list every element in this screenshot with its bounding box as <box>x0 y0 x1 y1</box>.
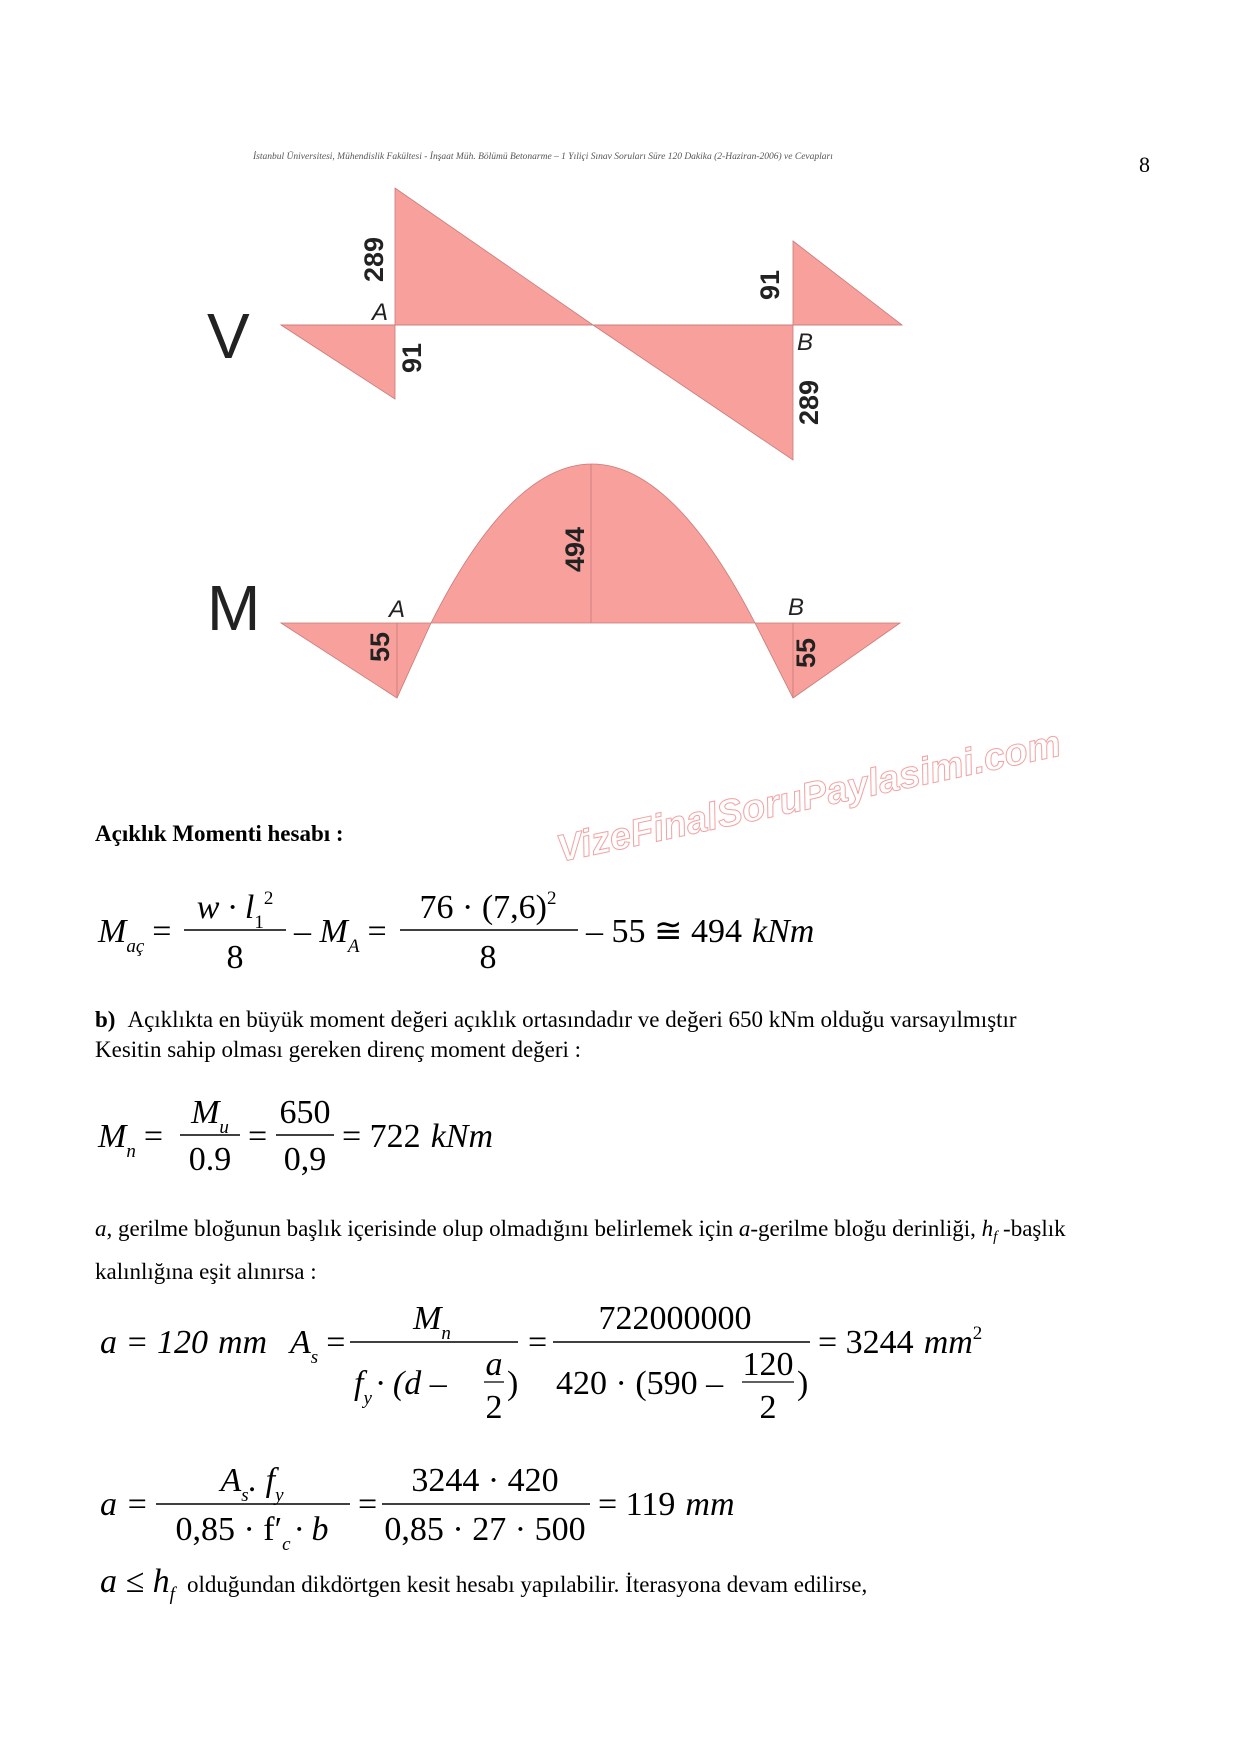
eq3-num2: 722000000 <box>598 1300 752 1337</box>
eq2-den: 0.9 <box>188 1141 232 1178</box>
conclusion-text: olduğundan dikdörtgen kesit hesabı yapılabilir. İterasyona devam edilirse, <box>186 1572 868 1597</box>
eq3-den-frac-den: 2 <box>485 1389 503 1426</box>
eq3-den-close-paren: ) <box>507 1365 519 1402</box>
moment-right-negative <box>755 623 900 698</box>
shear-point-a: A <box>372 299 389 326</box>
eq1-den: 8 <box>226 939 244 976</box>
para-a-line1: a, gerilme bloğunun başlık içerisinde olup olmadığını belirlemek için a-gerilme bloğu derinliği, $h_f$ -başlık <box>95 1216 1066 1245</box>
shear-value-b-left: 289 <box>794 379 824 425</box>
conclusion-line <box>100 1563 867 1605</box>
eq1-minus-run: – $M_A$ = <box>294 913 387 957</box>
eq2-den2: 0,9 <box>283 1141 327 1178</box>
conclusion-math-sub: f <box>169 1584 175 1605</box>
eq3-a-def-run: a = 120 mm <box>100 1324 268 1361</box>
moment-value-b: 55 <box>791 637 821 668</box>
eq2-num2: 650 <box>279 1094 331 1131</box>
eq3-equals: = <box>528 1324 548 1361</box>
part-b-line1: b) Açıklıkta en büyük moment değeri açıklık ortasındadır ve değeri 650 kNm olduğu varsayılmıştır <box>95 1007 1017 1032</box>
shear-label: V <box>207 300 250 372</box>
eq3-den2-frac-den: 2 <box>759 1389 777 1426</box>
eq3-lhs-run: $A_s$ = <box>290 1324 346 1368</box>
eq2-equals: = <box>248 1118 268 1155</box>
eq4-den: $0,85 \cdot f'_c \cdot b$ <box>175 1511 329 1555</box>
eq1-result-run: – 55 ≅ 494 kNm <box>586 913 815 950</box>
eq4-num2: 3244 · 420 <box>411 1462 559 1499</box>
eq3-den-frac-num: a <box>485 1346 503 1383</box>
eq4-den2: 0,85 · 27 · 500 <box>384 1511 586 1548</box>
eq3-num: $M_n$ <box>413 1300 451 1344</box>
equation-span-moment <box>97 888 814 976</box>
eq3-result-run: = 3244 $mm^2$ <box>818 1323 983 1361</box>
moment-point-a: A <box>389 596 406 623</box>
shear-point-b: B <box>797 329 814 356</box>
eq1-lhs-run: $M_{aç}$ = <box>98 913 172 957</box>
section-title: Açıklık Momenti hesabı : <box>95 821 344 846</box>
eq4-num: $A_s$. $f_y$ <box>220 1462 284 1506</box>
shear-span-positive <box>395 188 593 325</box>
eq2-result-run: = 722 kNm <box>342 1118 494 1155</box>
shear-value-b-right: 91 <box>755 269 785 300</box>
moment-left-negative <box>281 623 431 698</box>
equation-block-depth <box>100 1462 735 1555</box>
eq2-lhs-run: $M_n$ = <box>98 1118 164 1162</box>
eq1-num2: $76 \cdot (7,6)^2$ <box>419 888 557 926</box>
eq4-equals: = <box>358 1486 378 1523</box>
conclusion-math: a ≤ h <box>100 1563 170 1600</box>
moment-value-span: 494 <box>560 526 590 572</box>
watermark: VizeFinalSoruPaylasimi.com <box>553 722 1065 871</box>
equation-steel-area <box>100 1300 982 1426</box>
eq3-den2-frac-num: 120 <box>742 1346 794 1383</box>
shear-left-cantilever <box>281 325 395 399</box>
eq2-num: $M_u$ <box>191 1094 229 1138</box>
eq1-num: $w \cdot l_1^2$ <box>196 888 274 933</box>
shear-value-a-left: 91 <box>397 342 427 373</box>
part-b-line2: Kesitin sahip olması gereken direnç moment değeri : <box>95 1037 582 1062</box>
part-b-label: b) <box>95 1007 116 1032</box>
para-a-line2: kalınlığına eşit alınırsa : <box>95 1259 317 1284</box>
eq4-lhs: a = <box>100 1486 149 1523</box>
moment-label: M <box>207 572 261 644</box>
moment-span-positive <box>431 464 755 623</box>
equation-required-moment <box>97 1094 493 1178</box>
moment-point-b: B <box>788 594 805 621</box>
moment-value-a: 55 <box>365 631 395 662</box>
eq4-result-run: = 119 mm <box>598 1486 735 1523</box>
eq3-den: $f_y \cdot (d$ – <box>354 1365 447 1409</box>
eq3-den2-close-paren: ) <box>797 1365 809 1402</box>
page-number: 8 <box>1139 152 1150 177</box>
eq1-den2: 8 <box>479 939 497 976</box>
eq3-den2: 420 · (590 – <box>556 1365 724 1402</box>
shear-span-negative <box>593 325 793 460</box>
running-header: İstanbul Üniversitesi, Mühendislik Fakültesi - İnşaat Müh. Bölümü Betonarme – 1 Yıliçi Sınav Soruları Süre 120 Dakika (2-Haziran-2006) ve Cevapları <box>253 152 833 162</box>
shear-value-a-right: 289 <box>359 236 389 282</box>
shear-right-cantilever <box>793 241 902 325</box>
